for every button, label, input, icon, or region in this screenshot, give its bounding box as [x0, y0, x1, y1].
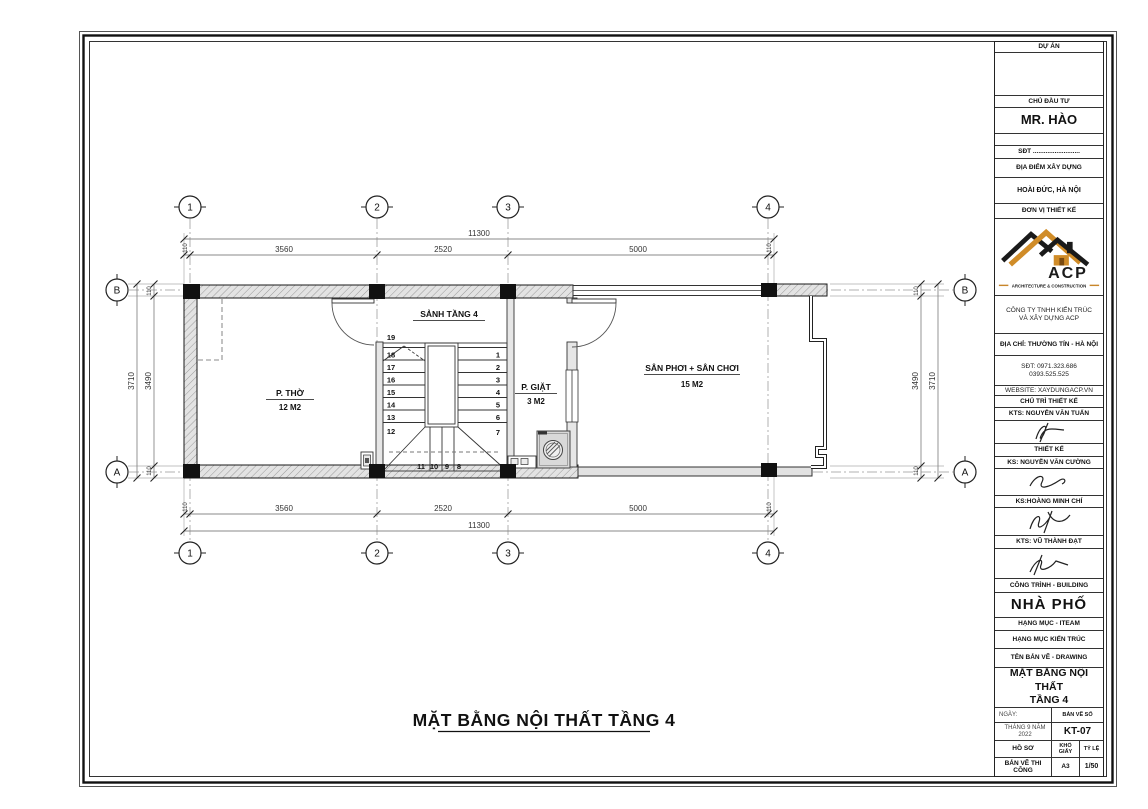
svg-text:110: 110 — [914, 286, 920, 296]
svg-text:4: 4 — [495, 388, 501, 397]
svg-text:6: 6 — [495, 413, 501, 422]
date-value: THÁNG 9 NĂM 2022 — [995, 723, 1052, 740]
svg-text:11300: 11300 — [468, 521, 490, 530]
svg-text:5: 5 — [495, 400, 501, 410]
room-label-terrace: SÂN PHƠI + SÂN CHƠI — [645, 363, 739, 373]
svg-text:2520: 2520 — [434, 245, 452, 254]
design-unit-label: ĐƠN VỊ THIẾT KẾ — [995, 204, 1103, 219]
title-block — [994, 41, 1104, 777]
svg-text:3: 3 — [505, 202, 511, 214]
sheet-border — [80, 32, 1117, 787]
investor-label: CHỦ ĐẦU TƯ — [995, 96, 1103, 108]
lead-designer-label: CHỦ TRÌ THIẾT KẾ — [995, 396, 1103, 408]
company-phones: SĐT: 0971.323.686 0393.525.525 — [995, 356, 1103, 386]
svg-text:3560: 3560 — [275, 245, 293, 254]
project-label: DỰ ÁN — [995, 42, 1103, 53]
svg-text:2520: 2520 — [434, 504, 452, 513]
laundry-window — [566, 370, 578, 422]
svg-text:110: 110 — [767, 502, 773, 512]
acp-logo-icon — [997, 221, 1101, 293]
drawing-name: MẶT BẰNG NỘI THẤT TẦNG 4 — [995, 668, 1103, 708]
scale-value: 1/50 — [1084, 763, 1099, 771]
svg-text:A: A — [113, 467, 121, 479]
svg-text:B: B — [113, 285, 121, 297]
svg-text:110: 110 — [183, 502, 189, 512]
svg-text:2: 2 — [495, 363, 501, 372]
svg-text:12: 12 — [386, 427, 396, 436]
svg-text:5000: 5000 — [629, 245, 647, 254]
svg-text:13: 13 — [386, 413, 396, 422]
svg-text:14: 14 — [386, 400, 396, 410]
signature-icon — [1022, 551, 1076, 577]
svg-text:3490: 3490 — [911, 372, 920, 390]
logo-cell — [995, 219, 1103, 296]
svg-text:ARCHITECTURE & CONSTRUCTION: ARCHITECTURE & CONSTRUCTION — [1011, 283, 1087, 289]
svg-text:1: 1 — [187, 202, 193, 214]
signature-icon — [1024, 421, 1074, 443]
company-name: CÔNG TY TNHH KIẾN TRÚC VÀ XÂY DỰNG ACP — [995, 296, 1103, 334]
washing-machine-icon — [537, 431, 570, 468]
investor-name: MR. HÀO — [995, 108, 1103, 134]
svg-text:3490: 3490 — [144, 372, 153, 390]
lead-designer-name: KTS: NGUYỄN VĂN TUẤN — [995, 408, 1103, 421]
svg-text:2: 2 — [374, 202, 380, 214]
svg-text:16: 16 — [386, 375, 396, 385]
svg-text:8: 8 — [456, 462, 462, 471]
svg-text:110: 110 — [147, 286, 153, 296]
svg-text:1: 1 — [187, 548, 193, 560]
svg-text:ACP: ACP — [1048, 263, 1088, 282]
svg-text:7: 7 — [495, 428, 501, 437]
signature-2 — [995, 469, 1103, 496]
paper-label: KHỔ GIẤY — [1052, 741, 1080, 757]
signature-4 — [995, 549, 1103, 579]
svg-text:11: 11 — [417, 462, 425, 471]
svg-text:3710: 3710 — [928, 372, 937, 390]
room-label-laundry: P. GIẶT — [521, 382, 551, 392]
svg-text:18: 18 — [386, 350, 396, 360]
date-number-value-row — [995, 723, 1103, 741]
scale-label: TỶ LỆ — [1083, 745, 1100, 752]
svg-text:A: A — [961, 467, 969, 479]
svg-text:15 M2: 15 M2 — [680, 380, 704, 389]
svg-text:110: 110 — [183, 243, 189, 253]
room-label-hall: SẢNH TẦNG 4 — [420, 309, 478, 319]
project-value-empty — [995, 53, 1103, 96]
svg-text:11300: 11300 — [468, 229, 490, 238]
drawing-no-label: BẢN VẼ SỐ — [1062, 711, 1093, 718]
spacer-row — [995, 134, 1103, 146]
svg-text:9: 9 — [444, 462, 450, 471]
drawing-no-value: KT-07 — [1063, 726, 1092, 737]
svg-text:4: 4 — [765, 202, 771, 214]
doc-value-row — [995, 758, 1103, 776]
doc-header-row — [995, 741, 1103, 758]
svg-text:17: 17 — [386, 363, 396, 372]
signature-icon — [1022, 509, 1076, 535]
svg-text:12 M2: 12 M2 — [278, 403, 302, 412]
signature-1 — [995, 421, 1103, 444]
date-label: NGÀY: — [995, 708, 1052, 722]
svg-text:10: 10 — [429, 462, 439, 471]
svg-text:1: 1 — [495, 350, 501, 360]
svg-text:110: 110 — [147, 466, 153, 476]
designer3-name: KTS: VŨ THÀNH ĐẠT — [995, 536, 1103, 549]
building-name: NHÀ PHỐ — [995, 593, 1103, 618]
site-value: HOÀI ĐỨC, HÀ NỘI — [995, 178, 1103, 204]
svg-text:3: 3 — [495, 375, 501, 385]
svg-text:4: 4 — [765, 548, 771, 560]
svg-text:3560: 3560 — [275, 504, 293, 513]
signature-3 — [995, 508, 1103, 536]
svg-text:3: 3 — [505, 548, 511, 560]
svg-text:3 M2: 3 M2 — [527, 397, 545, 406]
item-label: HẠNG MỤC - ITEAM — [995, 618, 1103, 631]
designer1-name: KS: NGUYỄN VĂN CƯỜNG — [995, 457, 1103, 469]
company-address: ĐỊA CHỈ: THƯỜNG TÍN - HÀ NỘI — [995, 334, 1103, 356]
drawing-name-label: TÊN BẢN VẼ - DRAWING — [995, 649, 1103, 668]
svg-text:3710: 3710 — [127, 372, 136, 390]
dossier-label: HỒ SƠ — [995, 741, 1052, 757]
paper-value: A3 — [1052, 758, 1080, 776]
phone-label: SĐT .......................... — [995, 146, 1103, 159]
svg-text:19: 19 — [386, 333, 396, 342]
svg-text:15: 15 — [386, 388, 396, 397]
site-label: ĐỊA ĐIỂM XÂY DỰNG — [995, 159, 1103, 178]
svg-text:MẶT BẰNG NỘI THẤT TẦNG 4: MẶT BẰNG NỘI THẤT TẦNG 4 — [412, 710, 676, 730]
room-label-worship: P. THỜ — [276, 388, 304, 398]
designer2-name: KS:HOÀNG MINH CHÍ — [995, 496, 1103, 508]
drawing-title — [413, 709, 676, 732]
svg-text:110: 110 — [914, 466, 920, 476]
signature-icon — [1024, 470, 1074, 494]
building-label: CÔNG TRÌNH - BUILDING — [995, 579, 1103, 593]
svg-text:5000: 5000 — [629, 504, 647, 513]
dossier-value: BẢN VẼ THI CÔNG — [995, 758, 1052, 776]
svg-text:110: 110 — [767, 243, 773, 253]
svg-text:2: 2 — [374, 548, 380, 560]
company-website: WEBSITE: XAYDUNGACP.VN — [995, 386, 1103, 396]
svg-text:B: B — [961, 285, 969, 297]
date-number-header-row — [995, 708, 1103, 723]
designer-label: THIẾT KẾ — [995, 444, 1103, 457]
item-value: HẠNG MỤC KIẾN TRÚC — [995, 631, 1103, 649]
